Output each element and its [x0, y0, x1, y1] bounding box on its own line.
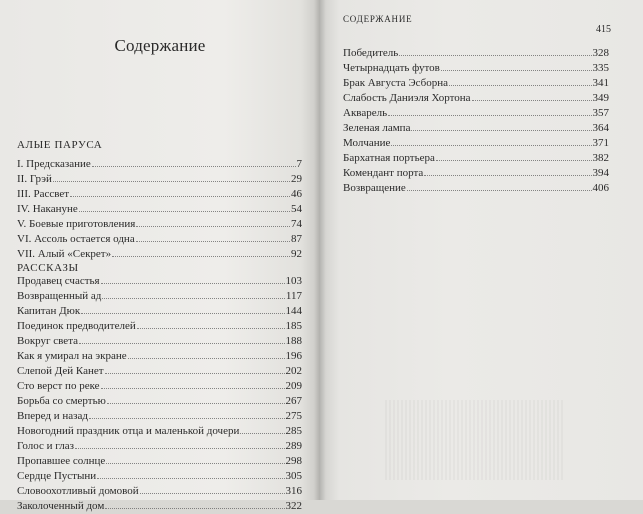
leader-dots	[472, 91, 592, 101]
toc-entry-page: 322	[285, 500, 302, 512]
toc-entry-title: Вокруг света	[17, 335, 79, 347]
toc-entry-title: V. Боевые приготовления	[17, 218, 136, 230]
toc-entry	[343, 106, 609, 121]
toc-entry-title: III. Рассвет	[17, 188, 70, 200]
leader-dots	[70, 187, 290, 197]
section-heading-scarlet-sails: АЛЫЕ ПАРУСА	[17, 139, 103, 151]
toc-entry-page: 305	[285, 470, 302, 482]
toc-list-scarlet-sails	[17, 157, 302, 262]
toc-entry	[17, 289, 302, 304]
toc-entry-page: 202	[285, 365, 302, 377]
toc-entry-title: Поединок предводителей	[17, 320, 136, 332]
toc-entry	[17, 469, 302, 484]
leader-dots	[53, 172, 290, 182]
toc-entry-page: 188	[285, 335, 302, 347]
toc-entry	[343, 166, 609, 181]
toc-entry	[343, 76, 609, 91]
toc-list-continued	[343, 46, 609, 196]
toc-entry-title: Комендант порта	[343, 167, 424, 179]
leader-dots	[240, 424, 284, 434]
contents-title: Содержание	[114, 36, 206, 55]
leader-dots	[102, 289, 285, 299]
toc-entry	[17, 379, 302, 394]
toc-entry	[343, 61, 609, 76]
leader-dots	[81, 304, 284, 314]
toc-entry-page: 285	[285, 425, 302, 437]
toc-entry	[17, 232, 302, 247]
toc-entry	[17, 439, 302, 454]
toc-entry-title: Сто верст по реке	[17, 380, 100, 392]
toc-entry	[17, 187, 302, 202]
toc-entry-page: 275	[285, 410, 302, 422]
leader-dots	[75, 439, 285, 449]
leader-dots	[112, 247, 290, 257]
leader-dots	[105, 364, 285, 374]
toc-entry-title: VII. Алый «Секрет»	[17, 248, 112, 260]
toc-entry-page: 341	[592, 77, 609, 89]
toc-entry-page: 406	[592, 182, 609, 194]
leader-dots	[411, 121, 591, 131]
book-gutter	[314, 0, 326, 500]
leader-dots	[424, 166, 591, 176]
toc-entry	[343, 46, 609, 61]
toc-entry	[17, 394, 302, 409]
toc-entry	[17, 304, 302, 319]
toc-entry-page: 103	[285, 275, 302, 287]
leader-dots	[89, 409, 285, 419]
toc-entry	[17, 454, 302, 469]
toc-entry	[17, 319, 302, 334]
toc-entry-title: Вперед и назад	[17, 410, 88, 422]
toc-entry-title: Бархатная портьера	[343, 152, 435, 164]
toc-entry-title: Зеленая лампа	[343, 122, 411, 134]
toc-entry	[17, 484, 302, 499]
toc-entry	[17, 334, 302, 349]
toc-entry	[343, 181, 609, 196]
toc-entry-page: 209	[285, 380, 302, 392]
leader-dots	[436, 151, 592, 161]
leader-dots	[449, 76, 591, 86]
toc-entry	[17, 172, 302, 187]
leader-dots	[407, 181, 592, 191]
toc-entry-title: Возвращенный ад	[17, 290, 102, 302]
toc-entry-page: 394	[592, 167, 609, 179]
toc-entry-title: IV. Накануне	[17, 203, 78, 215]
toc-entry-page: 46	[291, 188, 302, 200]
toc-entry	[17, 247, 302, 262]
toc-entry-page: 298	[285, 455, 302, 467]
toc-entry	[343, 136, 609, 151]
leader-dots	[388, 106, 591, 116]
toc-entry-page: 92	[291, 248, 302, 260]
leader-dots	[79, 202, 290, 212]
toc-entry-page: 349	[592, 92, 609, 104]
toc-entry-title: Заколоченный дом	[17, 500, 105, 512]
toc-entry-page: 7	[296, 158, 302, 170]
section-heading-stories: РАССКАЗЫ	[17, 262, 79, 274]
toc-entry-page: 382	[592, 152, 609, 164]
leader-dots	[97, 469, 284, 479]
toc-entry-page: 267	[285, 395, 302, 407]
toc-entry	[17, 157, 302, 172]
toc-entry-title: Словоохотливый домовой	[17, 485, 139, 497]
leader-dots	[391, 136, 591, 146]
toc-entry-title: Как я умирал на экране	[17, 350, 127, 362]
running-head: СОДЕРЖАНИЕ	[343, 14, 413, 24]
leader-dots	[128, 349, 285, 359]
toc-entry-page: 144	[285, 305, 302, 317]
toc-entry	[17, 202, 302, 217]
toc-entry-title: Слабость Даниэля Хортона	[343, 92, 471, 104]
toc-entry-title: VI. Ассоль остается одна	[17, 233, 135, 245]
toc-entry	[17, 409, 302, 424]
leader-dots	[92, 157, 296, 167]
leader-dots	[101, 379, 285, 389]
toc-entry-page: 29	[291, 173, 302, 185]
toc-entry-page: 371	[592, 137, 609, 149]
toc-entry	[343, 151, 609, 166]
toc-entry-page: 54	[291, 203, 302, 215]
leader-dots	[106, 454, 284, 464]
leader-dots	[105, 499, 284, 509]
toc-entry	[17, 424, 302, 439]
toc-entry-title: Сердце Пустыни	[17, 470, 97, 482]
leader-dots	[79, 334, 284, 344]
toc-entry-title: Новогодний праздник отца и маленькой дочери	[17, 425, 240, 437]
toc-entry-title: II. Грэй	[17, 173, 52, 185]
toc-entry	[17, 364, 302, 379]
toc-entry-title: Четырнадцать футов	[343, 62, 440, 74]
leader-dots	[107, 394, 285, 404]
toc-entry	[17, 274, 302, 289]
toc-entry-title: I. Предсказание	[17, 158, 91, 170]
leader-dots	[101, 274, 285, 284]
bleed-through-texture	[385, 400, 565, 480]
toc-entry-page: 196	[285, 350, 302, 362]
toc-entry-page: 316	[285, 485, 302, 497]
toc-entry	[343, 121, 609, 136]
toc-entry	[343, 91, 609, 106]
toc-entry-page: 335	[592, 62, 609, 74]
leader-dots	[137, 319, 285, 329]
toc-entry-title: Победитель	[343, 47, 399, 59]
toc-entry-page: 328	[592, 47, 609, 59]
toc-entry-title: Возвращение	[343, 182, 406, 194]
toc-entry-title: Капитан Дюк	[17, 305, 81, 317]
leader-dots	[441, 61, 592, 71]
toc-entry	[17, 499, 302, 514]
leader-dots	[399, 46, 591, 56]
toc-entry-page: 357	[592, 107, 609, 119]
toc-entry-title: Голос и глаз	[17, 440, 74, 452]
toc-entry-page: 289	[285, 440, 302, 452]
toc-entry-title: Брак Августа Эсборна	[343, 77, 449, 89]
page-number: 415	[596, 24, 611, 35]
toc-list-stories	[17, 274, 302, 514]
toc-entry-title: Продавец счастья	[17, 275, 100, 287]
toc-entry-page: 185	[285, 320, 302, 332]
toc-entry	[17, 217, 302, 232]
toc-entry-title: Молчание	[343, 137, 391, 149]
toc-entry-page: 87	[291, 233, 302, 245]
toc-entry-title: Акварель	[343, 107, 388, 119]
toc-entry-page: 117	[285, 290, 302, 302]
toc-entry-title: Слепой Дей Канет	[17, 365, 104, 377]
toc-entry-page: 364	[592, 122, 609, 134]
toc-entry-title: Борьба со смертью	[17, 395, 106, 407]
toc-entry-page: 74	[291, 218, 302, 230]
leader-dots	[136, 232, 290, 242]
toc-entry	[17, 349, 302, 364]
leader-dots	[140, 484, 285, 494]
leader-dots	[136, 217, 290, 227]
toc-entry-title: Пропавшее солнце	[17, 455, 106, 467]
